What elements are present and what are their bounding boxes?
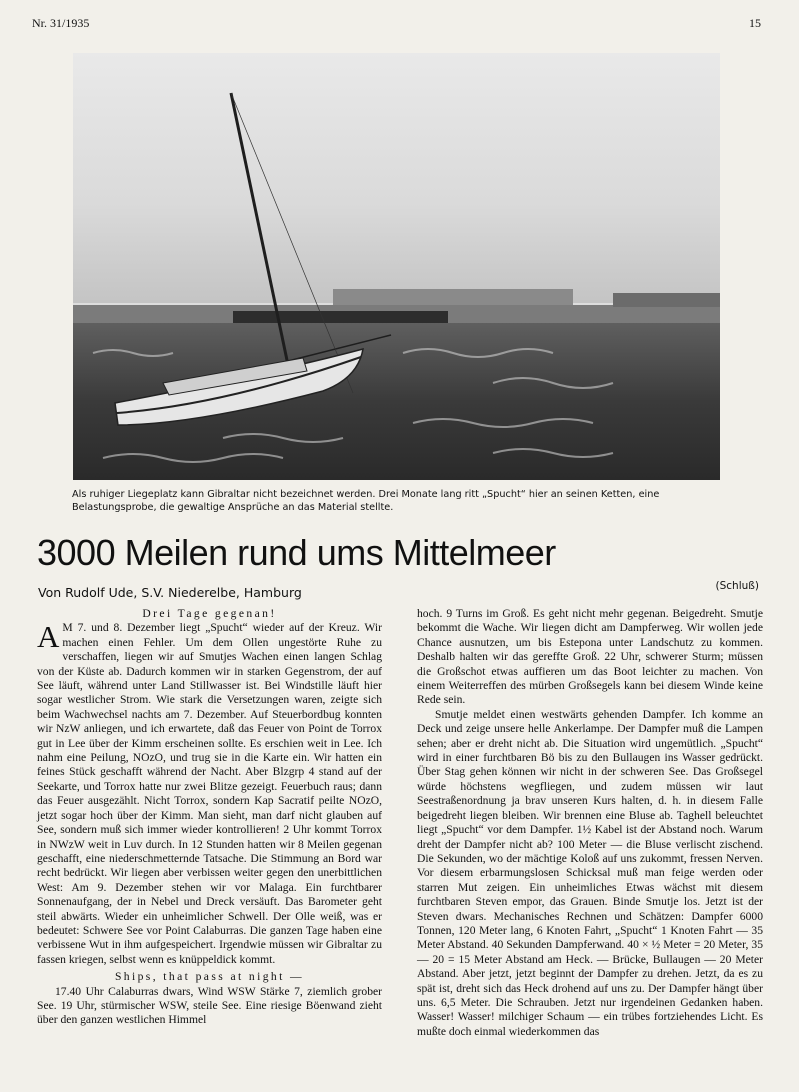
paragraph [37, 621, 382, 967]
paragraph-text: M 7. und 8. Dezember liegt „Spucht“ wieder auf der Kreuz. Wir machen einen Fehler. Um dem Ollen ungestörte Ruhe zu verschaffen, liegen wir auf Smutjes Wachen einen langen Schlag von der Küste ab. Dadurch kommen wir in starken Gegenstrom, der auf See läuft, während unter Land Stillwasser ist. Bei Windstille läuft hier sogar westlicher Strom. Wie stark die Versetzungen waren, zeigte sich beim Wachwechsel nachts am 7. Dezember. Auf Steuerbordbug konnten wir NzW anliegen, und ich erwartete, daß das Feuer von Point de Torrox gut in Lee über der Kimm erscheinen sollte. Es erschien weit in Lee. Ich nahm eine Peilung, NOzO, und trug sie in die Karte ein. Wir hatten ein feines Stück geschafft während der Nacht. Aber Blzgrp 4 stand auf der Seekarte, und Torrox hatte nur zwei Blitze gezeigt. Feuerbuch raus; dann das Feuer ausgezählt. Nicht Torrox, sondern Kap Sacratif peilte NOzO, jetzt sogar hoch über der Kimm. Man sieht, man darf nicht glauben auf See, sondern muß sich immer wieder kontrollieren! 2 Uhr kommt Torrox in NWzW weit in Luv durch. In 12 Stunden hatten wir 8 Meilen gegenan geschafft, eine niederschmetternde Tatsache. Die Stimmung an Bord war recht bedrückt. Wir liegen aber verbissen weiter gegen den unerbittlichen West: Am 9. Dezember stehen wir vor Malaga. Ein furchtbarer Sonnenaufgang, der in Nebel und Dreck versäuft. Das Barometer geht steil abwärts. Wieder ein unheimlicher Schwell. Der Olle weiß, was er bedeutet: Schwere See vor Point Calaburras. Die ganzen Tage haben eine verbissene Wut in ihm aufgespeichert. Irgendwie müssen wir Gibraltar zu fassen kriegen, selbst wenn es knüppeldick kommt. [37, 621, 382, 966]
paragraph: hoch. 9 Turns im Groß. Es geht nicht mehr gegenan. Beigedreht. Smutje bekommt die Wache. Wir liegen dicht am Dampferweg. Wir wollen jede Chance ausnutzen, um bis Estepona unter Landschutz zu kommen. Deshalb halten wir das gereffte Groß. 22 Uhr, schwerer Sturm; müssen die Großschot etwas auffieren um das Boot leichter zu machen. Von einem Weiterreffen des mürben Großsegels kann bei diesem Winde keine Rede sein. [417, 607, 763, 707]
paragraph: 17.40 Uhr Calaburras dwars, Wind WSW Stärke 7, ziemlich grober See. 19 Uhr, stürmischer WSW, steile See. Eine riesige Böenwand zieht über den ganzen westlichen Himmel [37, 984, 382, 1027]
continuation-note: (Schluß) [715, 580, 759, 592]
article-byline: Von Rudolf Ude, S.V. Niederelbe, Hamburg [38, 585, 302, 600]
issue-number: Nr. 31/1935 [32, 16, 90, 30]
section-heading: Ships, that pass at night — [114, 970, 305, 984]
photo-caption: Als ruhiger Liegeplatz kann Gibraltar nicht bezeichnet werden. Drei Monate lang ritt „Spucht“ hier an seinen Ketten, eine Belastungsprobe, die gewaltige Ansprüche an das Material stellte. [72, 489, 660, 513]
text-column-right [417, 607, 763, 1039]
paragraph: Smutje meldet einen westwärts gehenden Dampfer. Ich komme an Deck und zeige unsere helle Ankerlampe. Der Dampfer muß die Lampen sehen; aber er dreht nicht ab. Die Situation wird ungemütlich. „Spucht“ wird in einer furchtbaren Bö bis zu den Bullaugen ins Wasser gedrückt. Über Stag gehen können wir nicht in der schweren See. Das Großsegel würde höchstens wegfliegen, und zudem müssen wir laut Seestraßenordnung ja brav unseren Kurs halten, d. h. in diesem Falle beigedreht liegen bleiben. Wir brennen eine Bluse ab. Taghell beleuchtet liegt „Spucht“ vor dem Dampfer. 1½ Kabel ist der Abstand noch. Warum dreht der Dampfer nicht ab? 100 Meter — die Bluse verlischt zischend. Die Sekunden, wo der mächtige Koloß auf uns zukommt, fressen Nerven. Vor diesem erbarmungslosen Schicksal muß man feige werden oder starren Mut zeigen. Ein unheimliches Etwas wächst mit diesem furchtbaren Steven empor, das Grauen. Binde Smutje los. Jetzt ist der Steven dwars. Mechanisches Rechnen und Schätzen: Dampfer 6000 Tonnen, 120 Meter lang, 6 Knoten Fahrt, „Spucht“ 1 Knoten Fahrt — 35 Meter Abstand. 40 Sekunden Dampferwand. 40 × ½ Meter = 20 Meter, 35 — 20 = 15 Meter Abstand am Heck. — Brücke, Bullaugen — 20 Meter Abstand. Aber jetzt, jetzt beginnt der Dampfer zu drehen. Jetzt, da es zu spät ist, dreht sich das Heck drohend auf uns zu. Der Dampfer hängt über uns. 6,5 Meter. Die Schrauben. Jetzt nur irgendeinen Gedanken haben. Wasser! Wasser! milchiger Schaum — ein trübes fortziehendes Licht. Es mußte doch einmal wiederkommen das [417, 707, 763, 1038]
drop-cap: A [37, 619, 60, 655]
sailboat-photo-image [73, 53, 720, 480]
page-number: 15 [749, 16, 761, 30]
sailboat-photo [73, 53, 720, 480]
text-column-left [37, 607, 382, 1028]
section-heading: Drei Tage gegenan! [142, 607, 277, 620]
article-title: 3000 Meilen rund ums Mittelmeer [37, 532, 556, 573]
